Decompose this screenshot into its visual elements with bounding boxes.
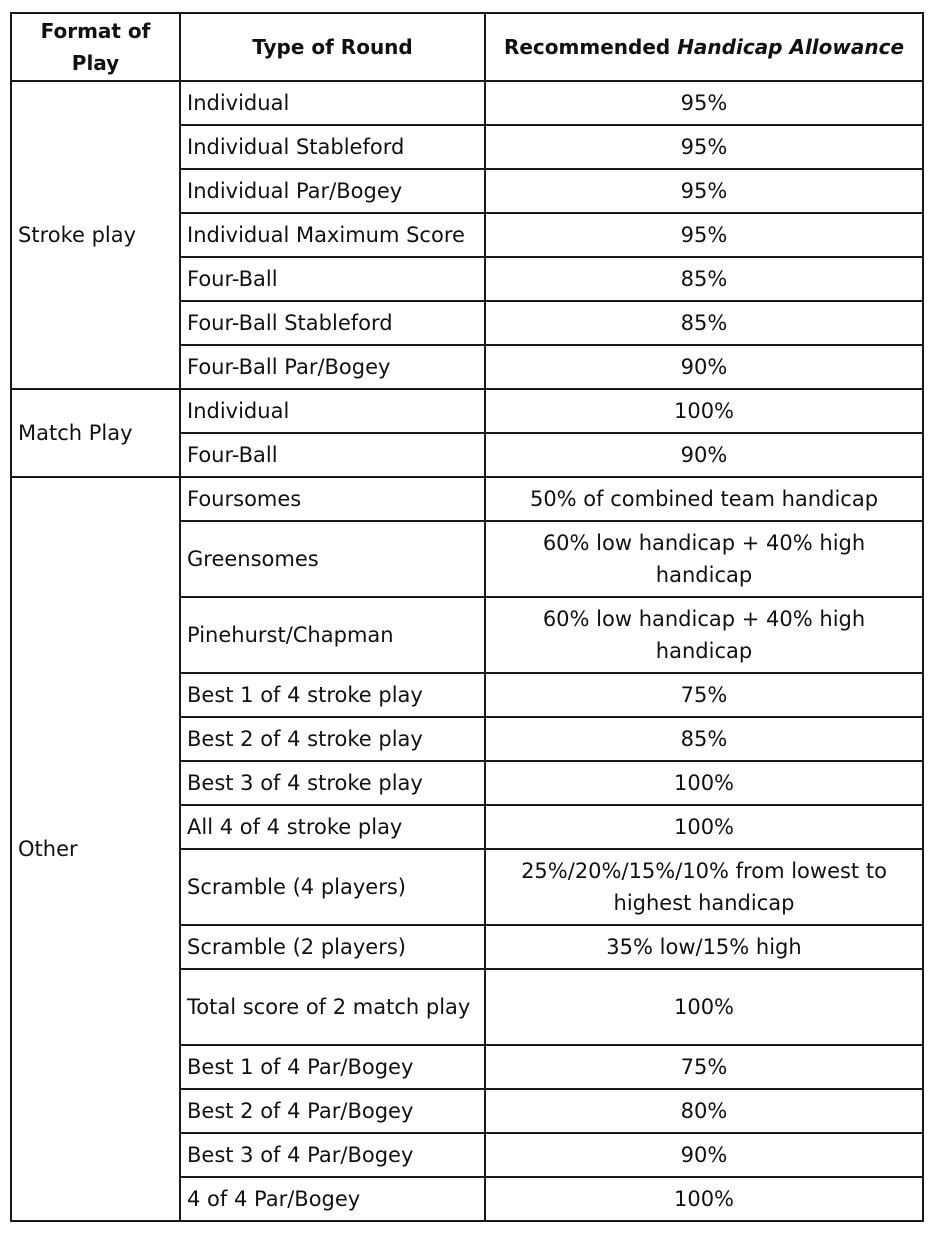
- type-of-round-cell: Individual: [180, 81, 485, 125]
- type-of-round-cell: Best 3 of 4 stroke play: [180, 761, 485, 805]
- type-of-round-cell: 4 of 4 Par/Bogey: [180, 1177, 485, 1221]
- header-allowance-italic: Handicap Allowance: [677, 35, 905, 59]
- type-of-round-cell: Individual Maximum Score: [180, 213, 485, 257]
- handicap-allowance-cell: 90%: [485, 345, 923, 389]
- handicap-allowance-cell: 95%: [485, 169, 923, 213]
- type-of-round-cell: All 4 of 4 stroke play: [180, 805, 485, 849]
- header-format-of-play: Format of Play: [11, 13, 180, 81]
- type-of-round-cell: Four-Ball Stableford: [180, 301, 485, 345]
- type-of-round-cell: Total score of 2 match play: [180, 969, 485, 1045]
- format-of-play-cell: Other: [11, 477, 180, 1221]
- type-of-round-cell: Scramble (2 players): [180, 925, 485, 969]
- handicap-allowance-cell: 90%: [485, 433, 923, 477]
- type-of-round-cell: Individual Stableford: [180, 125, 485, 169]
- type-of-round-cell: Greensomes: [180, 521, 485, 597]
- type-of-round-cell: Individual: [180, 389, 485, 433]
- type-of-round-cell: Best 1 of 4 Par/Bogey: [180, 1045, 485, 1089]
- handicap-allowance-cell: 75%: [485, 673, 923, 717]
- table-row: [11, 389, 923, 433]
- header-recommended-allowance: [485, 13, 923, 81]
- type-of-round-cell: Best 2 of 4 Par/Bogey: [180, 1089, 485, 1133]
- handicap-allowance-cell: 60% low handicap + 40% high handicap: [485, 597, 923, 673]
- handicap-allowance-cell: 100%: [485, 805, 923, 849]
- type-of-round-cell: Four-Ball: [180, 433, 485, 477]
- type-of-round-cell: Best 3 of 4 Par/Bogey: [180, 1133, 485, 1177]
- handicap-allowance-cell: 100%: [485, 1177, 923, 1221]
- handicap-allowance-cell: 100%: [485, 389, 923, 433]
- type-of-round-cell: Four-Ball: [180, 257, 485, 301]
- type-of-round-cell: Foursomes: [180, 477, 485, 521]
- header-type-of-round: Type of Round: [180, 13, 485, 81]
- handicap-allowance-cell: 100%: [485, 761, 923, 805]
- type-of-round-cell: Pinehurst/Chapman: [180, 597, 485, 673]
- handicap-allowance-cell: 85%: [485, 257, 923, 301]
- format-of-play-cell: Match Play: [11, 389, 180, 477]
- handicap-allowance-cell: 85%: [485, 301, 923, 345]
- type-of-round-cell: Scramble (4 players): [180, 849, 485, 925]
- type-of-round-cell: Four-Ball Par/Bogey: [180, 345, 485, 389]
- handicap-allowance-cell: 75%: [485, 1045, 923, 1089]
- type-of-round-cell: Individual Par/Bogey: [180, 169, 485, 213]
- handicap-allowance-cell: 80%: [485, 1089, 923, 1133]
- table-row: [11, 81, 923, 125]
- handicap-allowance-cell: 60% low handicap + 40% high handicap: [485, 521, 923, 597]
- handicap-allowance-cell: 90%: [485, 1133, 923, 1177]
- table-row: [11, 477, 923, 521]
- table-body: [11, 81, 923, 1221]
- handicap-allowance-table: [10, 12, 924, 1222]
- table-header: [11, 13, 923, 81]
- header-allowance-prefix: Recommended: [503, 35, 671, 59]
- type-of-round-cell: Best 1 of 4 stroke play: [180, 673, 485, 717]
- handicap-allowance-cell: 95%: [485, 81, 923, 125]
- format-of-play-cell: Stroke play: [11, 81, 180, 389]
- handicap-allowance-cell: 95%: [485, 213, 923, 257]
- handicap-allowance-cell: 95%: [485, 125, 923, 169]
- handicap-allowance-cell: 35% low/15% high: [485, 925, 923, 969]
- handicap-allowance-cell: 85%: [485, 717, 923, 761]
- handicap-allowance-cell: 25%/20%/15%/10% from lowest to highest handicap: [485, 849, 923, 925]
- handicap-allowance-cell: 50% of combined team handicap: [485, 477, 923, 521]
- type-of-round-cell: Best 2 of 4 stroke play: [180, 717, 485, 761]
- handicap-allowance-cell: 100%: [485, 969, 923, 1045]
